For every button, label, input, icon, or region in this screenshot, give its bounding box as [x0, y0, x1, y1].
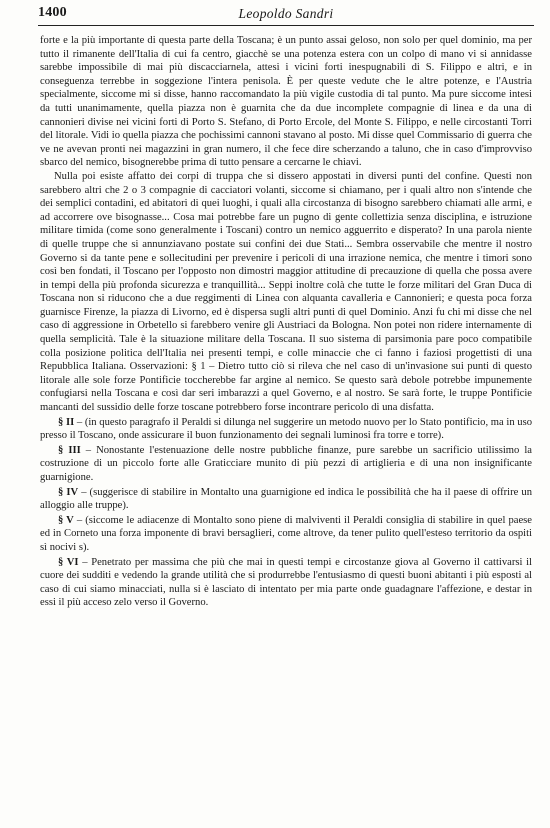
header-rule [38, 25, 534, 26]
paragraph: forte e la più importante di questa parte della Toscana; è un punto assai geloso, non solo per quel dominio, ma per tutto il rimanente dell'Italia di cui fa centro, giacchè se una potenza estera con un colpo di mano vi si annidasse sarebbe impossibile di mai più discacciarnela, attesi i vicini forti inespugnabili di S. Filippo e altri, e in conseguenza terrebbe in soggezione l'intera penisola. È per queste vedute che le altre potenze, e l'Austria specialmente, siccome mi si disse, hanno raccomandato la più vigile custodia di tal punto. Ma pure siccome intesi da tutti unanimamente, quella piazza non è guarnita che da due incomplete compagnie di linea e da una di cannonieri divise nei vicini forti di Porto S. Stefano, di Porto Ercole, del Monte S. Filippo, e nelle circostanti Torri del litorale. Vidi io quella piazza che pochissimi cannoni stavano al posto. Mi disse quel Commissario di guerra che ve ne avevan pronti nei magazzini in gran numero, il che fece dire scherzando a taluno, che in caso d'improvviso sbarco del nemico, bisognerebbe prima di tutto pensare a cercarne le chiavi. [40, 35, 532, 169]
page-number: 1400 [38, 5, 67, 20]
section-item [40, 486, 532, 513]
section-mark: § V [58, 514, 74, 526]
section-mark: § IV [58, 486, 79, 498]
section-item [40, 556, 532, 610]
section-text: – Penetrato per massima che più che mai in questi tempi e circostanze giova al Governo il cattivarsi il cuore dei sudditi e vedendo la grande utilità che si produrrebbe l'entusiasmo di questi buoni abitanti i più esposti al caso di cui siamo minacciati, nulla si è lasciato di intentato per mia parte onde guadagnare l'affezione, e destar in essi il più acceso zelo verso il Governo. [40, 556, 532, 609]
section-text: – (in questo paragrafo il Peraldi si dilunga nel suggerire un metodo nuovo per lo Stato pontificio, ma in uso presso il Toscano, onde assicurare il buon funzionamento dei segnali luminosi fra torre e torre). [40, 416, 532, 442]
body-text [40, 34, 532, 610]
section-mark: § III [58, 444, 81, 456]
section-text: – (siccome le adiacenze di Montalto sono piene di malviventi il Peraldi consiglia di stabilire in quel paese ed in Corneto una forza imponente di bravi bersaglieri, come altrove, da tener pulito quell'esteso territorio da ospiti sì nocivi s). [40, 514, 532, 553]
section-mark: § VI [58, 556, 79, 568]
section-text: – (suggerisce di stabilire in Montalto una guarnigione ed indica le possibilità che ha il paese di offrire un alloggio alle truppe). [40, 486, 533, 512]
section-item [40, 444, 532, 485]
section-item [40, 514, 532, 555]
running-head: Leopoldo Sandri [238, 6, 334, 21]
section-text: – Nonostante l'estenuazione delle nostre pubbliche finanze, pure sarebbe un sacrificio utilissimo la costruzione di un piccolo forte alle Graticciare munito di più pezzi di artiglieria e di una non insignificante guarnigione. [40, 444, 532, 483]
section-mark: § II [58, 416, 75, 428]
paragraph: Nulla poi esiste affatto dei corpi di truppa che si dissero appostati in diversi punti del confine. Questi non sarebbero altri che 2 o 3 compagnie di cacciatori volanti, siccome si chiamano, per i quali altro non s'intende che dei semplici contadini, ed abitatori di quei luoghi, i quali alla circostanza di bisogno sarebbero chiamati alle armi, e ad accorrere ove bisognasse... Cosa mai potrebbe fare un pugno di gente collettizia senza disciplina, e istruzione militare timida (come sono generalmente i Toscani) contro un nemico agguerrito e disperato? In una parola niente di quelle truppe che si annunziavano postate sui confini dei due Stati... Sembra osservabile che mentre il nostro Governo si da tante pene e sollecitudini per prevenire i pericoli di una irrazione nemica, che mentre i timori sono così ben fondati, il Toscano per l'opposto non dimostri maggior attitudine di precauzione di quella che possa avere in tempi della più profonda sicurezza e tranquillità... Seppi inoltre colà che tutte le forze militari del Gran Duca di Toscana non si riducono che a due reggimenti di Linea con alquanta cavalleria e Cannonieri; e questa poca forza guarnisce Firenze, la piazza di Livorno, ed è dispersa sugli altri punti di quel Dominio. Anzi fu chi mi disse che nel caso di aggressione in Orbetello si farebbero venire gli Austriaci da Bologna. Non potei non ridere internamente di quella semplicità. Tale è la situazione militare della Toscana. Il suo sistema di parsimonia pare poco compatibile colla posizione politica dell'Italia nei presenti tempi, e colle minaccie che ci fanno i faziosi progettisti di una Repubblica Italiana. Osservazioni: § 1 – Dietro tutto ciò si rileva che nel caso di un'invasione sui punti di questo litorale alle sole forze Pontificie toccherebbe far argine al nemico. Se questo sarà debole potrebbe impunemente confugiarsi nella Toscana e così dar seri imbarazzi a quel Governo, e al nostro. Se sarà forte, le truppe Pontificie mancanti del sussidio delle forze toscane potrebbero forse incontrare pericolo di una disfatta. [40, 170, 532, 414]
page-header [38, 4, 534, 28]
section-item [40, 416, 532, 443]
